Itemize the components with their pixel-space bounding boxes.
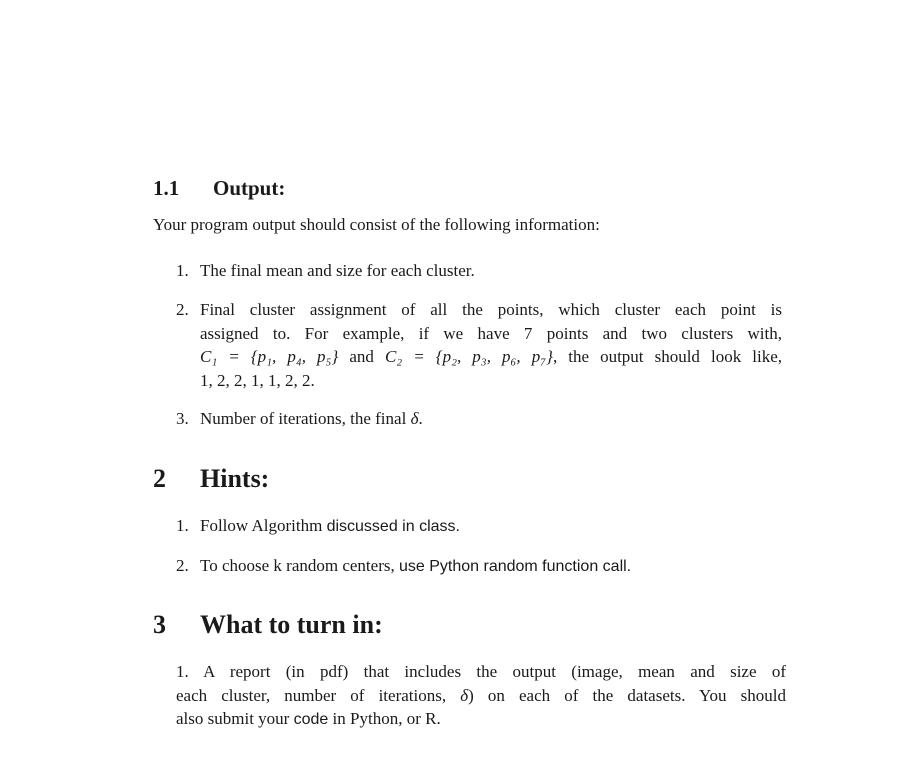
intro-paragraph: Your program output should consist of the following information: — [153, 215, 600, 234]
list-text: in Python, or R. — [328, 709, 441, 728]
list-text: A report (in pdf) that includes the output (image, mean and size of — [203, 662, 787, 681]
section-heading-turn-in — [153, 610, 383, 640]
list-text-line — [176, 660, 786, 684]
output-list-item-1 — [176, 259, 786, 283]
section-title: What to turn in: — [200, 610, 383, 639]
list-text-line — [176, 684, 786, 708]
list-number: 2. — [176, 556, 189, 575]
section-heading-hints — [153, 464, 269, 494]
list-text: and — [338, 347, 385, 366]
turn-in-list-item-1 — [176, 660, 786, 732]
list-number: 1. — [176, 662, 189, 681]
math-delta: δ — [460, 685, 469, 705]
list-text-line: assigned to. For example, if we have 7 points and two clusters with, — [200, 323, 782, 343]
list-number: 1. — [176, 261, 189, 280]
subsection-number: 1.1 — [153, 176, 180, 200]
math-delta: δ — [410, 409, 419, 428]
section-number: 2 — [153, 464, 166, 493]
list-text: The final mean and size for each cluster. — [200, 261, 475, 280]
list-text-sans: code — [293, 711, 329, 728]
list-text-line-math — [200, 345, 782, 369]
list-text: each cluster, number of iterations, — [176, 685, 461, 705]
list-text: Number of iterations, the final — [200, 409, 411, 428]
list-text-sans: use Python random function call. — [398, 558, 632, 575]
list-text: also submit your — [176, 709, 294, 728]
list-text: , the output should look like, — [552, 347, 782, 366]
section-number: 3 — [153, 610, 166, 639]
list-text-line: 1, 2, 2, 1, 1, 2, 2. — [200, 370, 315, 390]
list-text-line — [176, 707, 786, 732]
hints-list-item-2 — [176, 554, 786, 579]
list-text: . — [418, 409, 423, 428]
list-number: 3. — [176, 409, 189, 428]
list-text-line: Final cluster assignment of all the points, which cluster each point is — [200, 300, 782, 319]
subsection-title: Output: — [213, 176, 286, 200]
hints-list-item-1 — [176, 514, 786, 539]
math-c2-set: C₂ = {p₂, p₃, p₆, p₇} — [384, 347, 553, 366]
list-text: Follow Algorithm — [200, 516, 327, 535]
subsection-heading — [153, 176, 285, 201]
section-title: Hints: — [200, 464, 270, 493]
list-number: 2. — [176, 300, 189, 319]
output-list-item-2 — [200, 298, 782, 392]
list-text-sans: discussed in class. — [326, 518, 460, 535]
math-c1-set: C₁ = {p₁, p₄, p₅} — [200, 347, 339, 366]
list-number: 1. — [176, 516, 189, 535]
output-list-item-3 — [176, 407, 786, 431]
list-text: To choose k random centers, — [200, 556, 399, 575]
output-list-item-2-number — [176, 298, 200, 322]
list-text: ) on each of the datasets. You should — [468, 685, 786, 705]
